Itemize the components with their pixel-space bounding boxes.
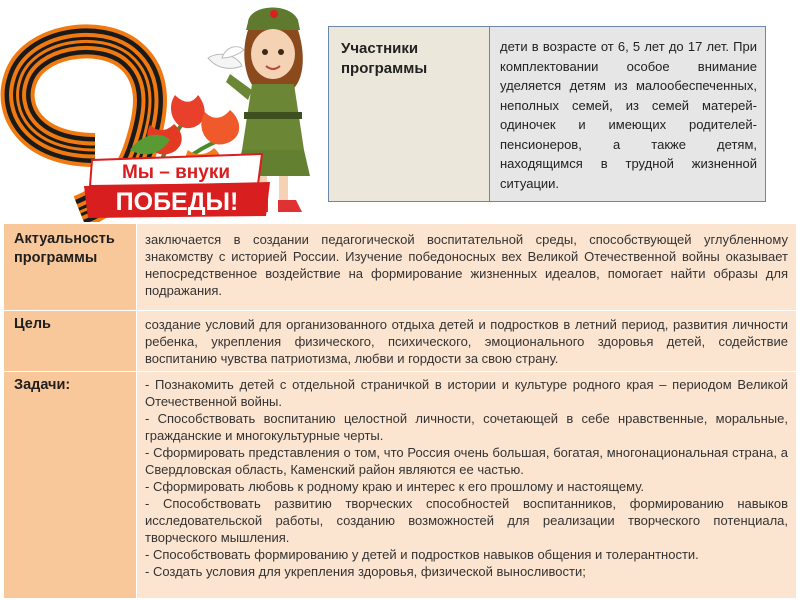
banner-line2: ПОБЕДЫ! [115, 188, 239, 216]
relevance-value: заключается в создании педагогической воспитательной среды, способствующей углубленному знакомству с историей России. Изучение победоносных вех Великой Отечественной войны оказывает непосредственное воздействие на формирование жизненных идеалов, помогает найти образы для подражания. [145, 232, 788, 298]
tasks-label-cell [4, 372, 137, 599]
participants-row [329, 27, 766, 202]
goal-label-cell [4, 311, 137, 372]
relevance-value-cell [137, 224, 797, 311]
relevance-label: Актуальность программы [14, 231, 115, 266]
participants-label: Участники программы [341, 40, 428, 77]
victory-illustration [0, 0, 320, 222]
participants-value-cell [490, 27, 766, 202]
goal-value: создание условий для организованного отдыха детей и подростков в летний период, развития личности ребенка, укрепления физического, психического, эмоционального здоровья детей, содействие воспитанию чувства патриотизма, любви и гордости за свою страну. [145, 317, 788, 366]
list-item: - Сформировать представления о том, что Россия очень большая, богатая, многонациональная страна, а Свердловская область, Каменский район являются ее частью. [145, 445, 788, 477]
list-item: - Создать условия для укрепления здоровья, физической выносливости; [145, 564, 586, 579]
illustration-svg [0, 0, 320, 222]
table-row-goal [4, 311, 796, 372]
list-item: - Способствовать воспитанию целостной личности, сочетающей в себе нравственные, моральные, гражданские и многокультурные черты. [145, 411, 788, 443]
relevance-label-cell [4, 224, 137, 311]
program-table [4, 224, 796, 599]
table-row-tasks [4, 372, 796, 599]
list-item: - Познакомить детей с отдельной страничкой в истории и культуре родного края – периодом Великой Отечественной войны. [145, 377, 788, 409]
list-item: - Способствовать развитию творческих способностей воспитанников, формированию навыков исследовательской работы, созданию возможностей для реализации творческого потенциала, творческого мышления. [145, 496, 788, 545]
banner-line1: Мы – внуки [121, 162, 231, 183]
tasks-list [137, 372, 796, 584]
table-row-relevance [4, 224, 796, 311]
participants-label-cell [329, 27, 490, 202]
tasks-label: Задачи: [14, 377, 71, 393]
participants-value: дети в возрасте от 6, 5 лет до 17 лет. При комплектовании особое внимание уделяется детям из малообеспеченных, неполных семей, из семей матерей-одиночек и имеющих родителей-пенсионеров, а также детям, находящимся в трудной жизненной ситуации. [500, 39, 757, 191]
tasks-value-cell [137, 372, 797, 599]
list-item: - Способствовать формированию у детей и подростков навыков общения и толерантности. [145, 547, 699, 562]
goal-value-cell [137, 311, 797, 372]
goal-label: Цель [14, 316, 51, 332]
list-item: - Сформировать любовь к родному краю и интерес к его прошлому и настоящему. [145, 479, 645, 494]
participants-table [328, 26, 766, 202]
